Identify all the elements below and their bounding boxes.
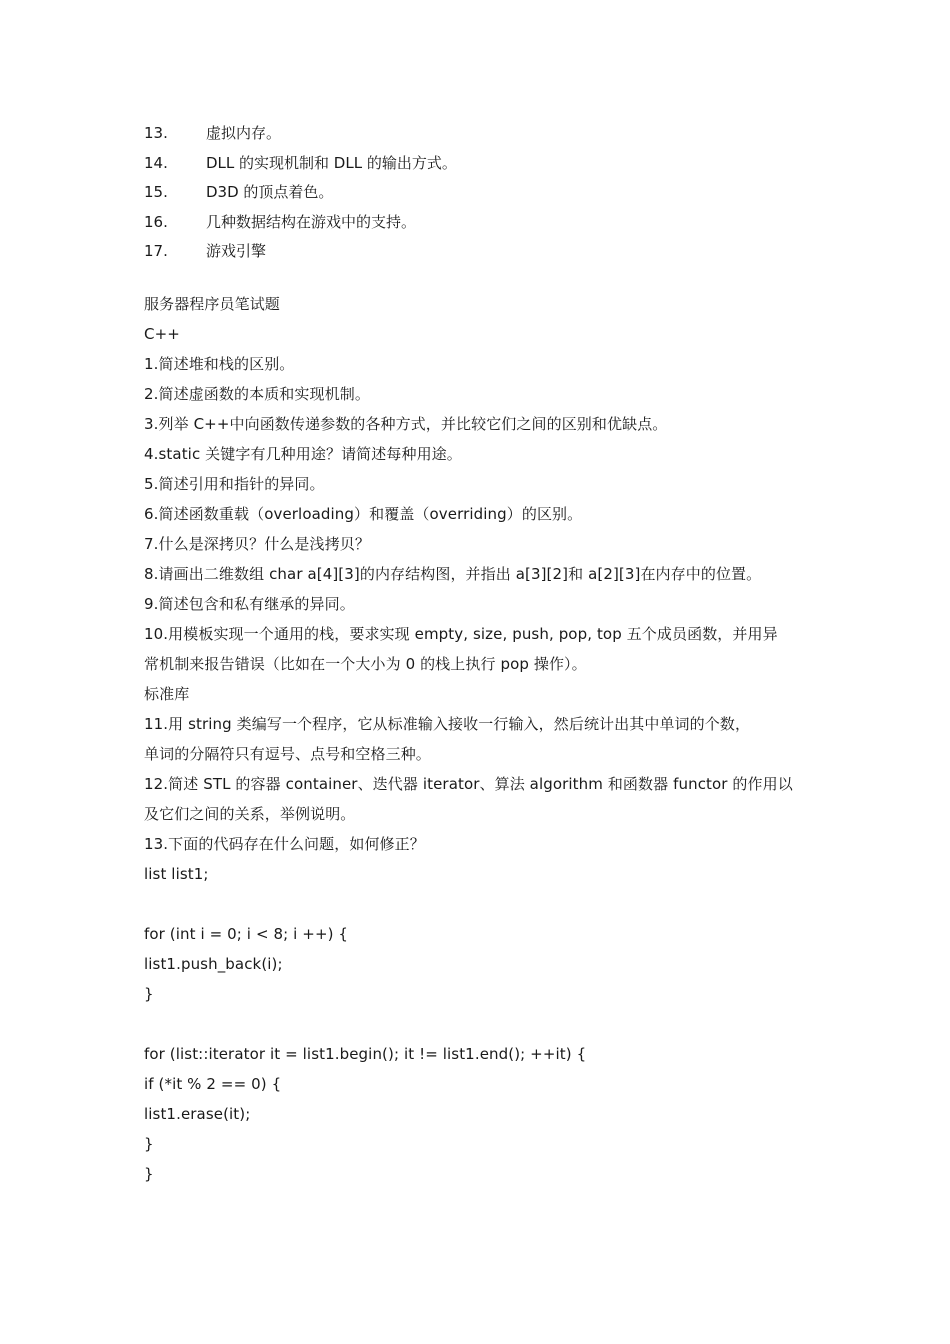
question-line: 1.简述堆和栈的区别。 (144, 354, 295, 373)
code-line: for (list::iterator it = list1.begin(); it != list1.end(); ++it) { (144, 1044, 587, 1063)
question-line: 7.什么是深拷贝？什么是浅拷贝？ (144, 534, 370, 553)
list-item-text: 几种数据结构在游戏中的支持。 (206, 212, 417, 231)
question-line: 2.简述虚函数的本质和实现机制。 (144, 384, 370, 403)
code-line: list list1; (144, 864, 209, 883)
question-line: 6.简述函数重载（overloading）和覆盖（overriding）的区别。 (144, 504, 583, 523)
question-line: 常机制来报告错误（比如在一个大小为 0 的栈上执行 pop 操作）。 (144, 654, 587, 673)
document-content (144, 119, 814, 1189)
question-line: 及它们之间的关系，举例说明。 (144, 804, 356, 823)
list-item-number: 13. (144, 124, 168, 142)
code-line: if (*it % 2 == 0) { (144, 1074, 282, 1093)
code-line: } (144, 1134, 154, 1153)
list-item-text: DLL 的实现机制和 DLL 的输出方式。 (206, 153, 457, 172)
list-item (144, 119, 814, 149)
question-line: 4.static 关键字有几种用途？请简述每种用途。 (144, 444, 462, 463)
subsection-title-stdlib: 标准库 (144, 684, 190, 703)
list-item-number: 17. (144, 242, 168, 260)
list-item (144, 237, 814, 267)
question-line: 13.下面的代码存在什么问题，如何修正？ (144, 834, 425, 853)
code-line: for (int i = 0; i < 8; i ++) { (144, 924, 349, 943)
list-item-text: D3D 的顶点着色。 (206, 183, 334, 201)
code-line: list1.erase(it); (144, 1104, 251, 1123)
cpp-question-list (144, 349, 814, 679)
code-line: } (144, 984, 154, 1003)
code-blank-line (144, 1009, 814, 1039)
question-line: 11.用 string 类编写一个程序，它从标准输入接收一行输入，然后统计出其中单词的个数， (144, 714, 751, 733)
question-line: 12.简述 STL 的容器 container、迭代器 iterator、算法 algorithm 和函数器 functor 的作用以 (144, 774, 793, 793)
section-title: 服务器程序员笔试题 (144, 294, 280, 313)
list-item-number: 15. (144, 183, 168, 201)
question-line: 单词的分隔符只有逗号、点号和空格三种。 (144, 744, 431, 763)
list-item-number: 16. (144, 212, 168, 231)
numbered-list (144, 119, 814, 267)
question-line: 3.列举 C++中向函数传递参数的各种方式，并比较它们之间的区别和优缺点。 (144, 414, 668, 433)
code-line: } (144, 1164, 154, 1183)
code-blank-line (144, 889, 814, 919)
question-line: 8.请画出二维数组 char a[4][3]的内存结构图，并指出 a[3][2]和 a[2][3]在内存中的位置。 (144, 564, 762, 583)
question-line: 10.用模板实现一个通用的栈，要求实现 empty, size, push, pop, top 五个成员函数，并用异 (144, 624, 778, 643)
subsection-title-cpp: C++ (144, 324, 180, 343)
question-line: 9.简述包含和私有继承的异同。 (144, 594, 355, 613)
list-item-text: 游戏引擎 (206, 242, 267, 260)
code-block (144, 859, 814, 1189)
list-item (144, 149, 814, 179)
list-item (144, 208, 814, 238)
list-item (144, 178, 814, 208)
question-line: 5.简述引用和指针的异同。 (144, 474, 325, 493)
list-item-number: 14. (144, 153, 168, 172)
list-item-text: 虚拟内存。 (206, 124, 282, 142)
code-line: list1.push_back(i); (144, 954, 283, 973)
section-gap (144, 267, 814, 289)
stdlib-question-list (144, 709, 814, 859)
